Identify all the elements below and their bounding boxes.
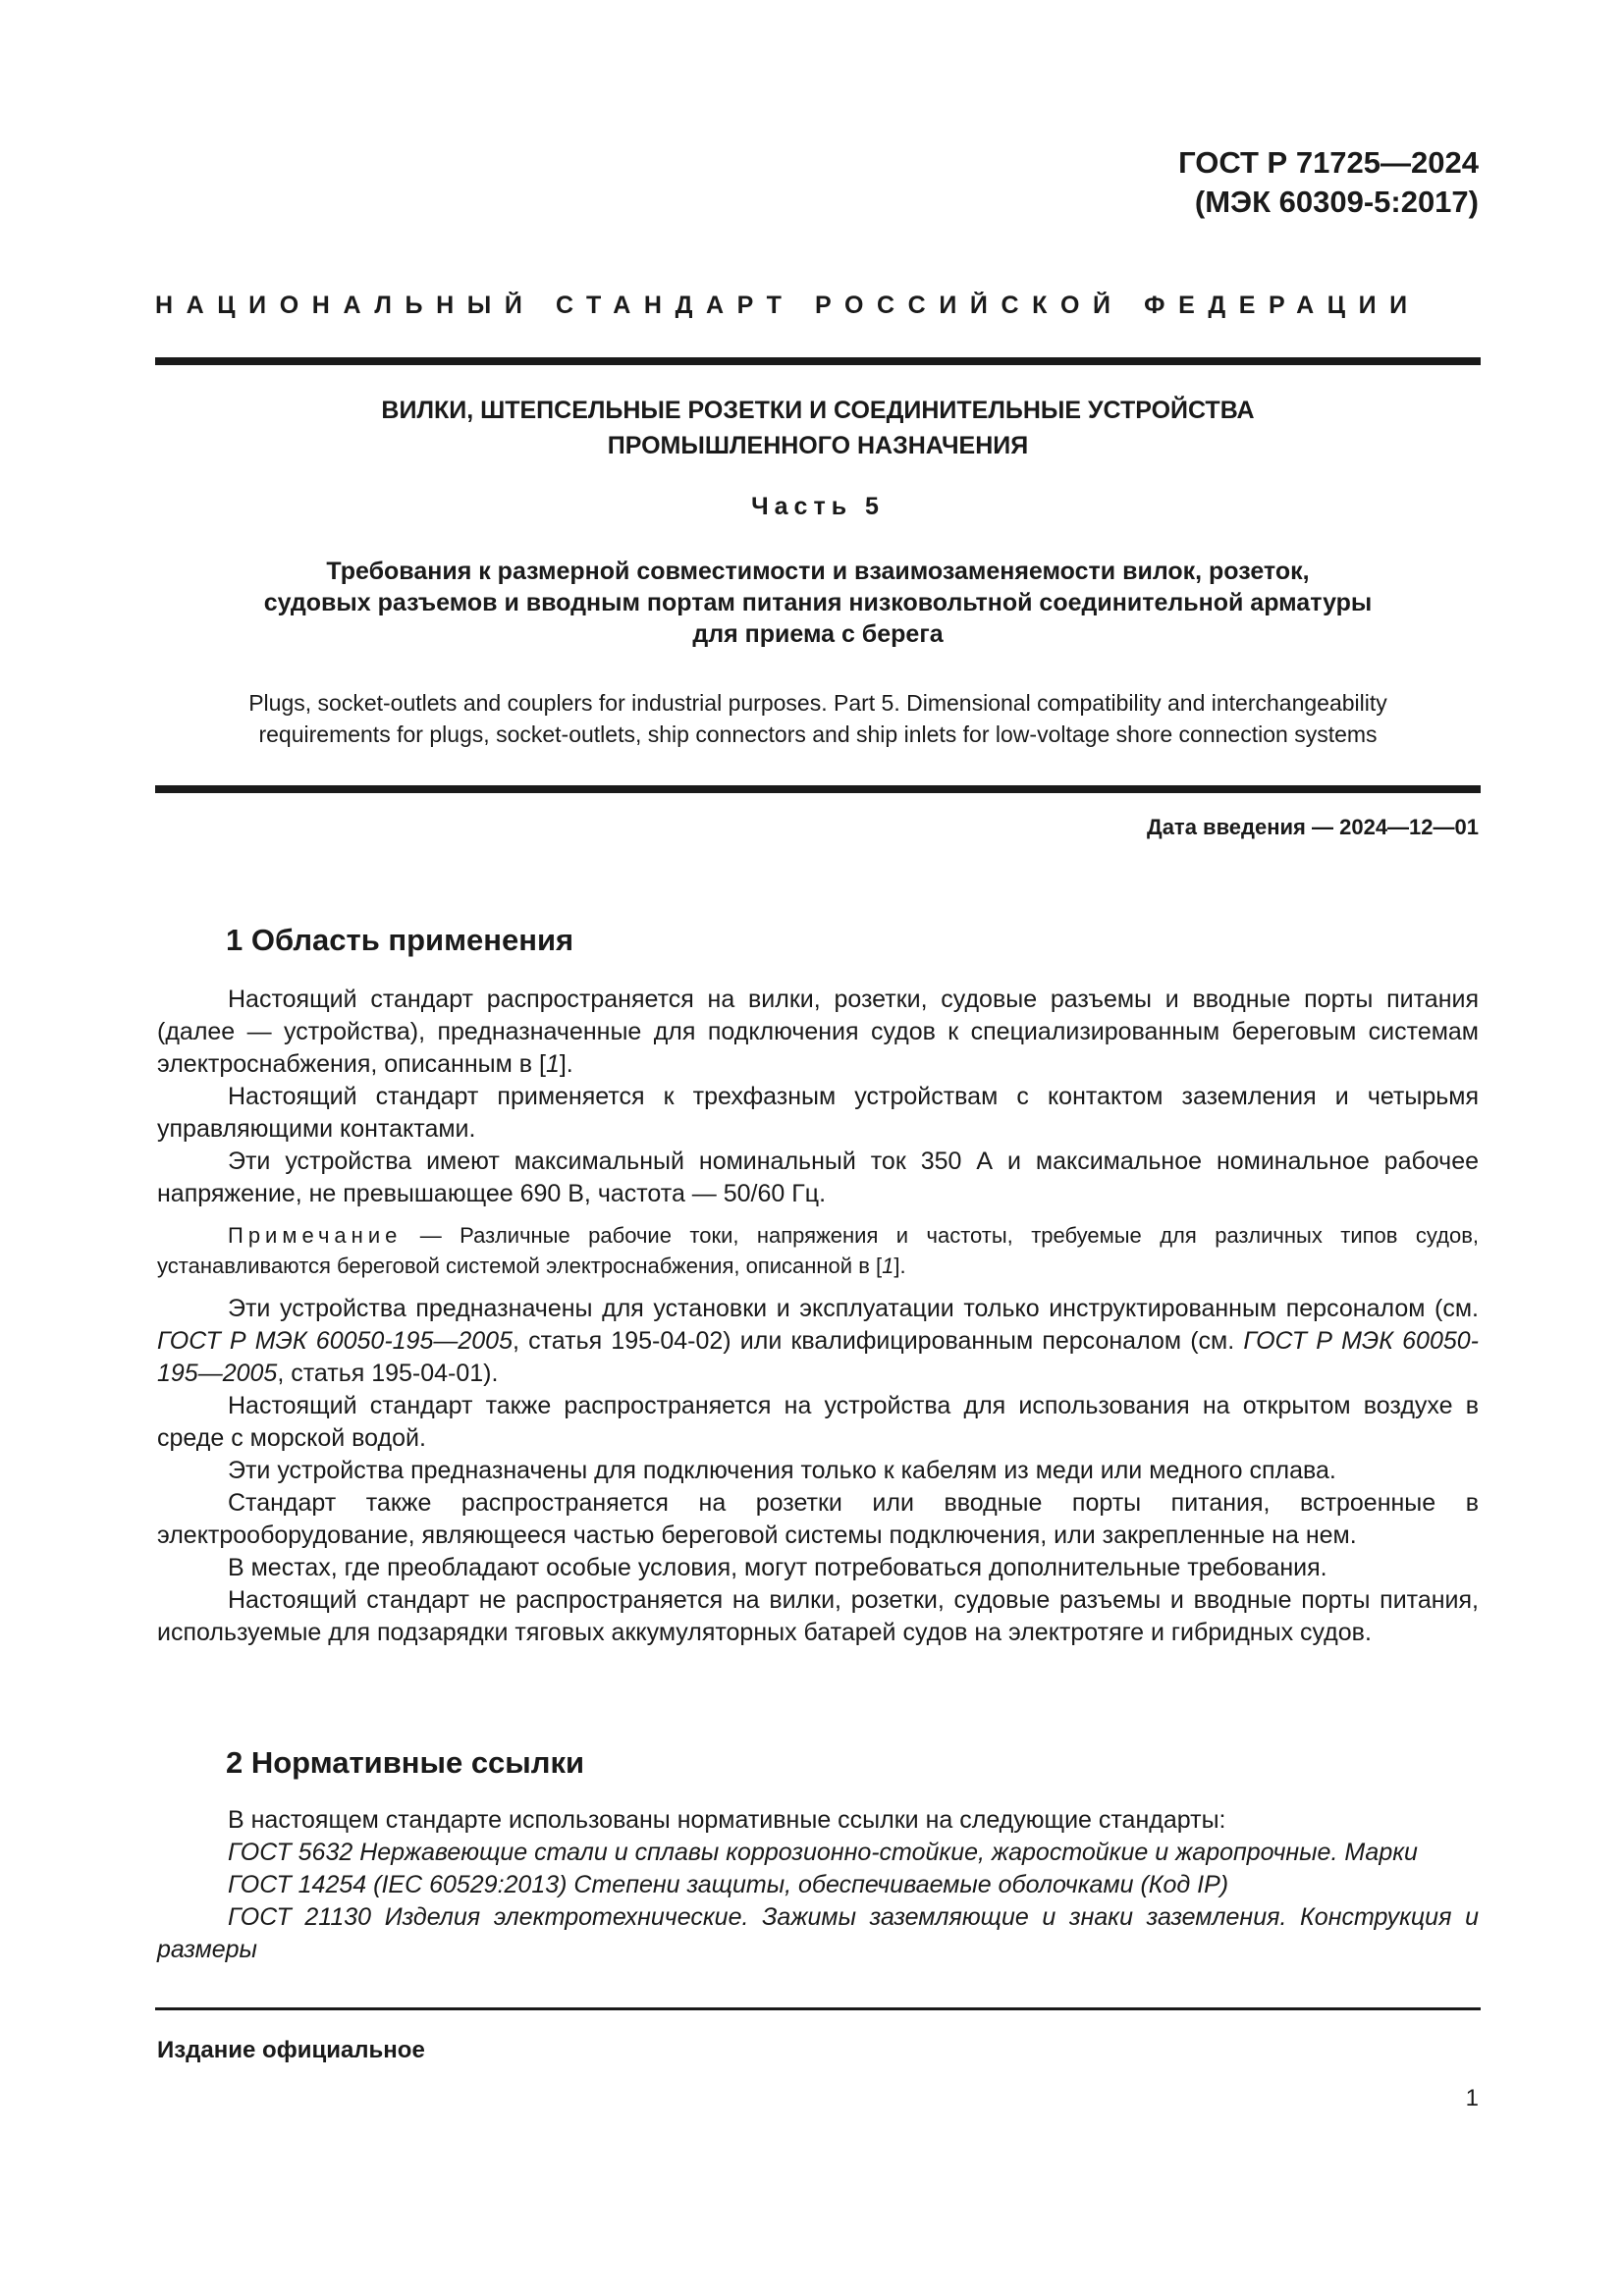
title-rule <box>155 785 1481 793</box>
english-title-line-2: requirements for plugs, socket-outlets, ship connectors and ship inlets for low-voltage shore connection systems <box>258 721 1378 747</box>
standard-reference: ГОСТ Р МЭК 60050-195—2005 <box>157 1327 1479 1387</box>
normative-reference: ГОСТ 5632 Нержавеющие стали и сплавы коррозионно-стойкие, жаростойкие и жаропрочные. Марки <box>228 1839 1418 1866</box>
normative-reference: ГОСТ 21130 Изделия электротехнические. Зажимы заземляющие и знаки заземления. Конструкция и размеры <box>157 1903 1479 1963</box>
title-line-1: ВИЛКИ, ШТЕПСЕЛЬНЫЕ РОЗЕТКИ И СОЕДИНИТЕЛЬНЫЕ УСТРОЙСТВА <box>381 397 1255 424</box>
standard-designation <box>1178 143 1479 222</box>
national-standard-banner: НАЦИОНАЛЬНЫЙ СТАНДАРТ РОССИЙСКОЙ ФЕДЕРАЦИИ <box>155 292 1421 319</box>
section-1-paragraph: Настоящий стандарт применяется к трехфазным устройствам с контактом заземления и четырьмя управляющими контактами. <box>157 1083 1479 1143</box>
section-1-heading: 1 Область применения <box>226 923 574 957</box>
subtitle-line-1: Требования к размерной совместимости и взаимозаменяемости вилок, розеток, <box>326 558 1310 585</box>
section-2-heading: 2 Нормативные ссылки <box>226 1745 585 1780</box>
section-1-paragraph: Настоящий стандарт распространяется на вилки, розетки, судовые разъемы и вводные порты питания (далее — устройства), предназначенные для подключения судов к специализированным береговым системам электроснабжения, описанным в [1]. <box>157 986 1479 1078</box>
section-2-body <box>157 1804 1479 1966</box>
section-1-paragraph: Стандарт также распространяется на розетки или вводные порты питания, встроенные в электрооборудование, являющееся частью береговой системы подключения, или закрепленные на нем. <box>157 1489 1479 1549</box>
official-edition-label: Издание официальное <box>157 2037 425 2063</box>
subtitle-line-3: для приема с берега <box>692 620 944 648</box>
standard-reference: ГОСТ Р МЭК 60050-195—2005 <box>157 1327 513 1355</box>
note: Примечание — Различные рабочие токи, напряжения и частоты, требуемые для различных типов судов, устанавливаются береговой системой электроснабжения, описанной в [1]. <box>157 1223 1479 1278</box>
section-1-paragraph: Эти устройства предназначены для подключения только к кабелям из меди или медного сплава. <box>228 1457 1336 1484</box>
english-title-line-1: Plugs, socket-outlets and couplers for industrial purposes. Part 5. Dimensional compatibility and interchangeability <box>248 690 1387 716</box>
note-label: Примечание <box>228 1223 403 1248</box>
section-2-intro: В настоящем стандарте использованы нормативные ссылки на следующие стандарты: <box>228 1806 1226 1834</box>
title-line-2: ПРОМЫШЛЕННОГО НАЗНАЧЕНИЯ <box>607 432 1029 459</box>
section-1-paragraph: Эти устройства предназначены для установки и эксплуатации только инструктированным персоналом (см. ГОСТ Р МЭК 60050-195—2005, статья 195-04-02) или квалифицированным персоналом (см. ГОСТ Р МЭК 60050-195—2005, статья 195-04-01). <box>157 1295 1479 1387</box>
section-1-paragraph: Настоящий стандарт не распространяется на вилки, розетки, судовые разъемы и вводные порты питания, используемые для подзарядки тяговых аккумуляторных батарей судов на электротяге и гибридных судов. <box>157 1586 1479 1646</box>
section-1-body <box>157 984 1479 1649</box>
normative-reference: ГОСТ 14254 (IEC 60529:2013) Степени защиты, обеспечиваемые оболочками (Код IP) <box>228 1871 1229 1898</box>
section-1-paragraph: В местах, где преобладают особые условия, могут потребоваться дополнительные требования. <box>228 1554 1327 1581</box>
document-title <box>155 393 1481 463</box>
header-rule <box>155 357 1481 365</box>
section-1-paragraph: Эти устройства имеют максимальный номинальный ток 350 А и максимальное номинальное рабочее напряжение, не превышающее 690 В, частота — 50/60 Гц. <box>157 1148 1479 1207</box>
footer-rule <box>155 2007 1481 2010</box>
designation-iec: (МЭК 60309-5:2017) <box>1194 185 1479 219</box>
subtitle-line-2: судовых разъемов и вводным портам питания низковольтной соединительной арматуры <box>263 589 1373 616</box>
introduction-date: Дата введения — 2024—12—01 <box>1147 815 1479 839</box>
part-label: Часть 5 <box>751 493 885 520</box>
bibliography-reference: 1 <box>545 1050 560 1078</box>
section-1-paragraph: Настоящий стандарт также распространяется на устройства для использования на открытом воздухе в среде с морской водой. <box>157 1392 1479 1452</box>
designation-gost: ГОСТ Р 71725—2024 <box>1178 145 1479 180</box>
bibliography-reference: 1 <box>882 1254 894 1278</box>
english-title <box>155 687 1481 750</box>
page-number: 1 <box>1465 2085 1479 2111</box>
document-subtitle <box>155 556 1481 650</box>
